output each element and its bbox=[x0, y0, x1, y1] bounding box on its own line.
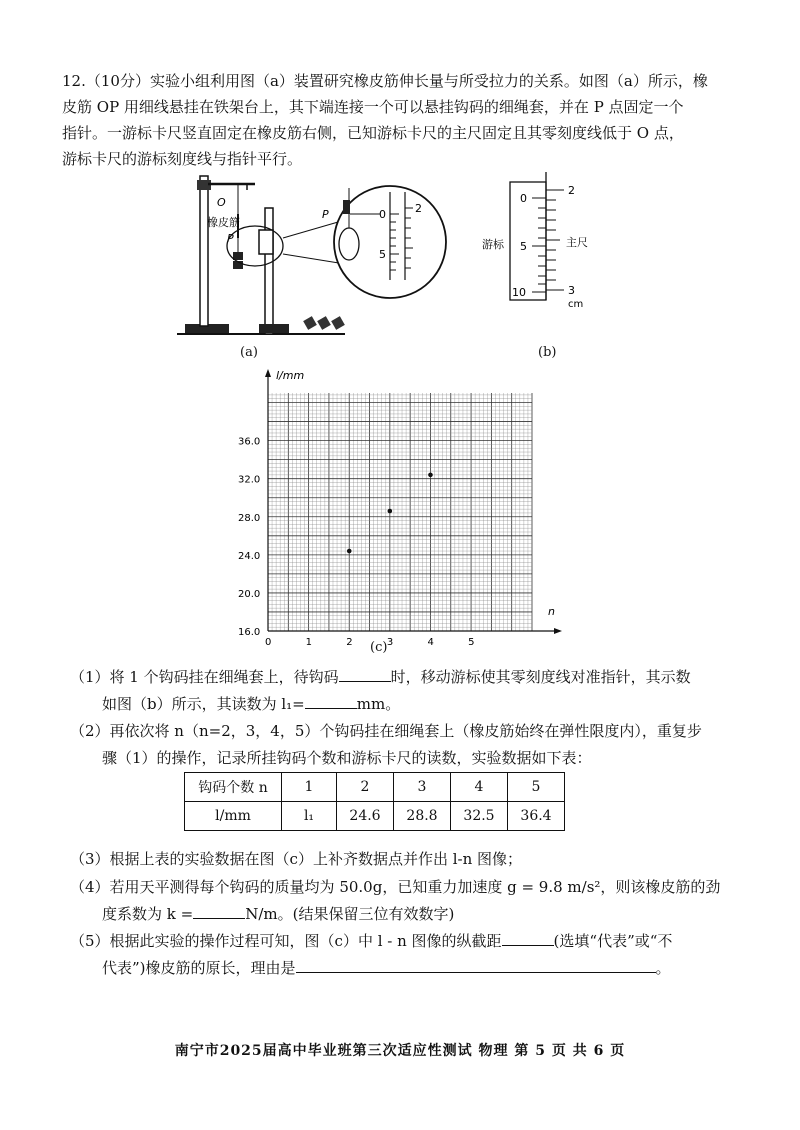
table-cell: 5 bbox=[508, 773, 565, 802]
vernier-5: 5 bbox=[520, 240, 527, 253]
part-4-text-b: 度系数为 k = bbox=[102, 905, 194, 923]
data-table bbox=[184, 772, 565, 831]
intro-line-3: 指针。一游标卡尺竖直固定在橡皮筋右侧，已知游标卡尺的主尺固定且其零刻度线低于 O 点， bbox=[62, 124, 684, 142]
blank-1a[interactable] bbox=[339, 681, 391, 682]
part-3 bbox=[70, 846, 722, 873]
data-point bbox=[388, 509, 393, 514]
blank-5b[interactable] bbox=[296, 972, 656, 973]
figure-b-caption: (b) bbox=[538, 345, 557, 360]
blank-5a[interactable] bbox=[502, 945, 554, 946]
table-cell: 3 bbox=[394, 773, 451, 802]
intro-line-1: 实验小组利用图（a）装置研究橡皮筋伸长量与所受拉力的关系。如图（a）所示，橡 bbox=[149, 72, 708, 90]
weights-on-floor-icon bbox=[303, 316, 345, 330]
part-4-text-c: N/m。(结果保留三位有效数字) bbox=[245, 905, 455, 923]
table-cell: 4 bbox=[451, 773, 508, 802]
x-tick-label: 1 bbox=[305, 637, 312, 648]
part-2 bbox=[70, 718, 722, 772]
part-4 bbox=[70, 874, 722, 928]
x-tick-label: 2 bbox=[346, 637, 353, 648]
part-1-text-b: 时，移动游标使其零刻度线对准指针，其示数 bbox=[390, 668, 691, 686]
vernier-10: 10 bbox=[512, 286, 526, 299]
y-tick-label: 28.0 bbox=[238, 512, 261, 524]
label-P: P bbox=[227, 232, 234, 245]
y-axis-label: l/mm bbox=[276, 369, 305, 382]
part-1 bbox=[70, 664, 722, 718]
part-2-text-a: （2）再依次将 n（n=2，3，4，5）个钩码挂在细绳套上（橡皮筋始终在弹性限度内），重复步 bbox=[70, 722, 702, 740]
zoom-tick-2: 2 bbox=[415, 202, 422, 215]
table-cell: l₁ bbox=[282, 802, 337, 831]
table-cell: 钩码个数 n bbox=[185, 773, 282, 802]
question-number: 12. bbox=[62, 72, 86, 90]
x-tick-label: 4 bbox=[427, 637, 434, 648]
blank-4[interactable] bbox=[193, 918, 245, 919]
part-2-text-b: 骤（1）的操作，记录所挂钩码个数和游标卡尺的读数，实验数据如下表： bbox=[102, 749, 592, 767]
table-cell: 36.4 bbox=[508, 802, 565, 831]
figure-c-caption: (c) bbox=[370, 640, 388, 655]
part-5 bbox=[70, 928, 722, 982]
vernier-0: 0 bbox=[520, 192, 527, 205]
x-axis-arrow bbox=[554, 628, 562, 634]
part-5-text-c: 代表”)橡皮筋的原长，理由是 bbox=[102, 959, 296, 977]
part-5-text-d: 。 bbox=[655, 959, 671, 977]
table-cell: 32.5 bbox=[451, 802, 508, 831]
zoom-tick-5: 5 bbox=[379, 248, 386, 261]
main-scale-3: 3 bbox=[568, 284, 575, 297]
label-P-zoom: P bbox=[322, 208, 329, 221]
part-1-text-d: mm。 bbox=[356, 695, 401, 713]
label-O: O bbox=[217, 196, 226, 209]
intro-line-2: 皮筋 OP 用细线悬挂在铁架台上，其下端连接一个可以悬挂钩码的细绳套，并在 P 点固定一个 bbox=[62, 98, 684, 116]
table-cell: 28.8 bbox=[394, 802, 451, 831]
table-cell: 24.6 bbox=[337, 802, 394, 831]
data-point bbox=[428, 473, 433, 478]
main-scale-label: 主尺 bbox=[566, 236, 588, 249]
data-point bbox=[347, 549, 352, 554]
figure-c-chart bbox=[220, 365, 580, 655]
x-axis-label: n bbox=[548, 605, 555, 618]
x-tick-label: 5 bbox=[468, 637, 475, 648]
y-tick-label: 32.0 bbox=[238, 474, 261, 486]
part-5-text-b: (选填“代表”或“不 bbox=[553, 932, 673, 950]
blank-1b[interactable] bbox=[305, 708, 357, 709]
table-cell: 2 bbox=[337, 773, 394, 802]
x-tick-label: 0 bbox=[265, 637, 272, 648]
figure-b-vernier bbox=[480, 170, 600, 310]
question-intro bbox=[62, 68, 722, 172]
y-axis-arrow bbox=[265, 369, 271, 377]
vernier-label: 游标 bbox=[482, 238, 504, 251]
part-1-text-a: （1）将 1 个钩码挂在细绳套上，待钩码 bbox=[70, 668, 339, 686]
x-tick-label: 3 bbox=[386, 637, 394, 648]
zoom-tick-0: 0 bbox=[379, 208, 386, 221]
y-tick-label: 16.0 bbox=[238, 627, 261, 638]
figure-a-apparatus bbox=[175, 168, 460, 343]
figure-a-caption: (a) bbox=[240, 345, 258, 360]
question-points: （10分） bbox=[85, 72, 150, 90]
main-scale-unit: cm bbox=[568, 299, 584, 310]
y-tick-label: 24.0 bbox=[238, 550, 261, 562]
page-footer: 南宁市2025届高中毕业班第三次适应性测试 物理 第 5 页 共 6 页 bbox=[174, 1043, 626, 1059]
part-5-text-a: （5）根据此实验的操作过程可知，图（c）中 l - n 图像的纵截距 bbox=[70, 932, 502, 950]
part-4-text-a: （4）若用天平测得每个钩码的质量均为 50.0g，已知重力加速度 g = 9.8 m/s²，则该橡皮筋的劲 bbox=[70, 878, 721, 896]
part-3-text: （3）根据上表的实验数据在图（c）上补齐数据点并作出 l-n 图像； bbox=[70, 850, 523, 868]
main-scale-2: 2 bbox=[568, 184, 575, 197]
table-row bbox=[185, 773, 565, 802]
table-cell: l/mm bbox=[185, 802, 282, 831]
y-tick-label: 20.0 bbox=[238, 588, 261, 600]
intro-line-4: 游标卡尺的游标刻度线与指针平行。 bbox=[62, 150, 303, 168]
label-rubber-band: 橡皮筋 bbox=[207, 216, 240, 229]
y-tick-label: 36.0 bbox=[238, 436, 261, 448]
table-cell: 1 bbox=[282, 773, 337, 802]
part-1-text-c: 如图（b）所示，其读数为 l₁= bbox=[102, 695, 305, 713]
table-row bbox=[185, 802, 565, 831]
